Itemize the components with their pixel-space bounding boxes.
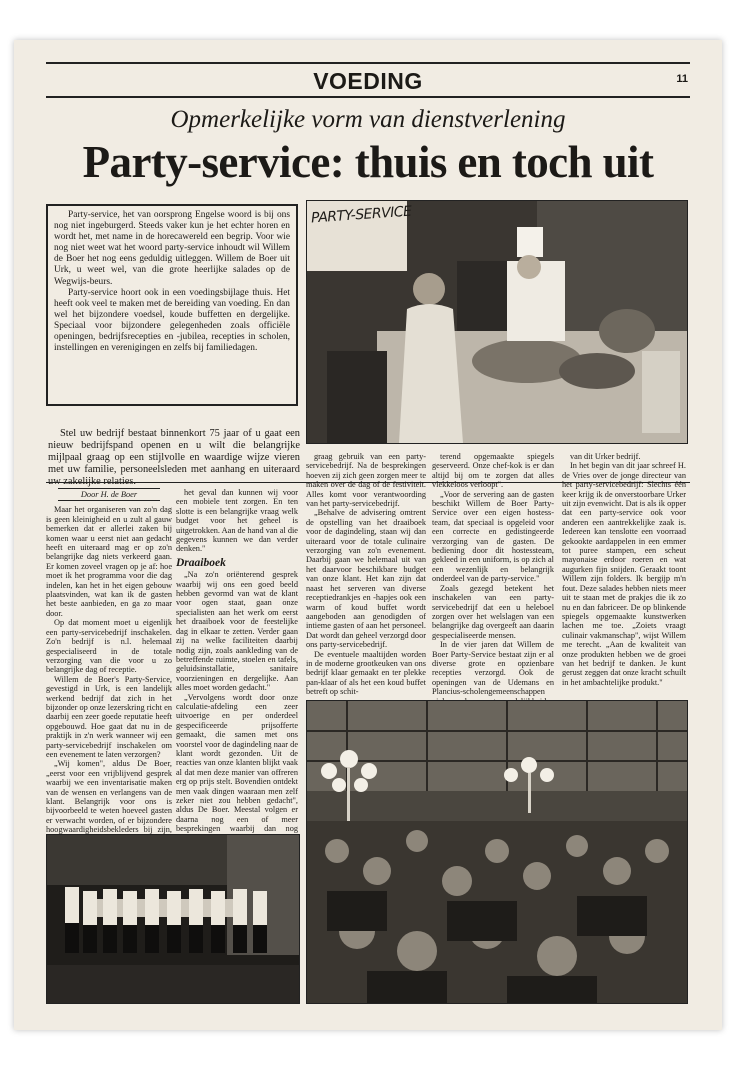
column-paragraph: „Na zo'n oriënterend gesprek waarbij wij ons een goed beeld hebben gevormd van wat de klant voor ogen staat, gaan onze specialisten aan het werk om eerst het draaiboek voor de feestelijke dag in elkaar te zetten. Verder gaan zij na welke faciliteiten daarbij nodig zijn, zoals aankleding van de betreffende ruimte, stoelen en tafels, geluidsinstallatie, sanitaire voorzieningen en dergelijke. Aan alles moet worden gedacht." — [176, 570, 298, 693]
column-paragraph: „Vervolgens wordt door onze calculatie-afdeling een zeer uitvoerige en per onderdeel gespecificeerde prijsofferte gemaakt, die samen met ons voorstel voor de dagindeling naar de klant wordt gezonden. Uit de reacties van onze klanten blijkt vaak al dat men deze manier van offreren erg op prijs stelt. Bovendien ontdekt men vaak dingen waaraan men zelf zeker niet zou hebben gedacht", aldus De Boer. Meestal volgen er daarna nog een of meer besprekingen waarbij dan nog — [176, 692, 298, 834]
hostess-photo-image — [47, 835, 299, 1003]
column-paragraph: Maar het organiseren van zo'n dag is geen kleinigheid en u zult al gauw bemerken dat er allerlei zaken bij komen waar u eerst niet aan gedacht heeft en uiteraard mag er op zo'n belangrijke dag niets verkeerd gaan. Er komen zoveel vragen op je af: hoe moet ik het programma voor die dag indelen, kan het in het eigen gebouw plaatsvinden, wat kan ik de gasten het beste aanbieden, en ga zo maar door. — [46, 505, 172, 618]
intro-box — [46, 204, 298, 406]
byline: Door H. de Boer — [58, 488, 160, 501]
header-rule-bottom — [46, 96, 690, 98]
column-paragraph: terend opgemaakte spiegels geserveerd. Onze chef-kok is er dan altijd bij om te zorgen dat alles vlekkeloos verloopt". — [432, 452, 554, 490]
lead-paragraph — [48, 428, 300, 488]
article-column-1 — [46, 488, 172, 872]
column-paragraph: het geval dan kunnen wij voor een mobiele tent zorgen. En ten slotte is een belangrijke vraag welk budget voor het geheel is uitgetrokken. Aan de hand van al die gegevens kunnen we dan verder denken." — [176, 488, 298, 554]
column-paragraph: „Voor de servering aan de gasten beschikt Willem de Boer Party-Service over een eigen hostess-team, dat speciaal is opgeleid voor een correcte en gedistingeerde verzorging van de gasten. De bediening door dit hostessteam, gekleed in een uniform, is op zich al een wezenlijk en belangrijk onderdeel van de party-service." — [432, 489, 554, 584]
page-number: 11 — [676, 73, 688, 85]
column-paragraph: In de vier jaren dat Willem de Boer Party-Service bestaat zijn er al diverse grote en opzienbare recepties verzorgd. Ook de openingen van de Udemans en Plancius-scholengemeenschappen — [432, 640, 554, 697]
photo-chef-buffet — [306, 200, 688, 444]
header-rule-top — [46, 62, 690, 64]
section-title: VOEDING — [313, 68, 423, 94]
headline: Party-service: thuis en toch uit — [82, 137, 654, 187]
column-paragraph: graag gebruik van een party-servicebedrijf. Na de besprekingen hoeven zij zich geen zorgen meer te maken over de dag of de festiviteit. Alles komt voor verantwoording van het party-servicebedrijf. — [306, 452, 426, 509]
column-paragraph: De eventuele maaltijden worden in de moderne grootkeuken van ons bedrijf klaar gemaakt en ter plekke pan-klaar of als het een koud buffet betreft op schit- — [306, 649, 426, 697]
column-paragraph: „Wij komen", aldus De Boer, „eerst voor een vrijblijvend gesprek waarbij we een inventarisatie maken van de wensen en verlangens van de klant. Belangrijk voor ons is bijvoorbeeld te weten hoeveel gasten er verwacht worden, of er bijzondere hoogwaardigheidsbekleders bij zijn, — [46, 759, 172, 835]
buffet-photo-image — [307, 201, 687, 443]
intro-paragraph: Party-service, het van oorsprong Engelse woord is bij ons nog niet ingeburgerd. Steeds vaker kun je het echter horen en wordt het, met name in de horecawereld een begrip. Voor wie nog niet weet wat het woord party-service inhoudt wil Willem de Boer het nog eens geduldig uitleggen. Willem de Boer uit Urk, u weet wel, van die grote heerlijke salades op de Wegwijs-beurs. — [54, 210, 290, 287]
column-paragraph: Op dat moment moet u eigenlijk een party-servicebedrijf inschakelen. Zo'n bedrijf is n.l. helemaal gespecialiseerd in de totale verzorging van die voor u zo belangrijke dag of receptie. — [46, 618, 172, 675]
column-paragraph: Willem de Boer's Party-Service, gevestigd in Urk, is een landelijk werkend bedrijf dat zich in het bijzonder op onze lezerskring richt en daarbij een zeer goede reputatie heeft opgebouwd. Hoe gaat dat nu in de praktijk in z'n werk wanneer wij een party-servicebedrijf inschakelen om een evenement te laten verzorgen? — [46, 674, 172, 759]
lead-text: Stel uw bedrijf bestaat binnenkort 75 jaar of u gaat een nieuw bedrijfspand openen en u wilt die belangrijke mijlpaal graag op een stijlvolle en waardige wijze vieren met uw familie, personeelsleden met aanhang en uiteraard — [48, 428, 300, 475]
photo-hostess-team — [46, 834, 300, 1004]
subheading-draaiboek: Draaiboek — [176, 556, 226, 569]
photo-banquet-hall — [306, 700, 688, 1004]
photo-banner-text: PARTY-SERVICE — [310, 203, 413, 227]
column-paragraph: In het begin van dit jaar schreef H. de Vries over de jonge directeur van het party-servicebedrijf: Slechts één keer krijg ik de onverstoorbare Urker uit zijn evenwicht. Dat is als ik opper dat een party-service ook voor anderen een aantrekkelijke zaak is. Iedereen kan tenslotte een voorraad gekookte aardappelen in een emmer tot puree stampen, een scheut mayonaise erdoor roeren en wat augurken fijn snijden. Geraakt toont Willem zijn folders. Ik bergijp m'n fout. Deze salades hebben niets meer uit te staan met de prakjes die ik zo nu en dan fabriceer. De op blinkende spiegels opgemaakte kunstwerken lachen me toe. „Zoiets vraagt culinair vakmanschap", wijst Willem me terecht. „Aan de kwaliteit van onze produkten hebben we de groei van het bedrijf te danken. Je kunt gerust zeggen dat onze kracht schuilt in het ambachtelijke produkt." — [562, 461, 686, 687]
newspaper-page — [14, 40, 722, 1030]
article-column-5 — [562, 452, 686, 692]
article-column-2 — [176, 488, 298, 872]
intro-paragraph: Party-service hoort ook in een voedingsbijlage thuis. Het heeft ook veel te maken met de bereiding van voeding. En dan wel het bijzondere voedsel, koude buffetten en dergelijke. Speciaal voor bijzondere gelegenheden zoals officiële openingen, bedrijfsrecepties en -jubilea, recepties in scholen, instellingen en verenigingen en zelfs bij familiedagen. — [54, 287, 290, 354]
banquet-photo-image — [307, 701, 687, 1003]
article-column-4 — [432, 452, 554, 697]
column-paragraph: Zoals gezegd betekent het inschakelen van een party-servicebedrijf dat een u heleboel zorgen over het welslagen van een belangrijke dag overgeeft aan daarin gespecialiseerde mensen. — [432, 583, 554, 640]
column-paragraph: „Behalve de advisering omtrent de opstelling van het draaiboek voor de dagindeling, staan wij dan uiteraard voor de totale culinaire verzorging van zo'n evenement. Daarbij gaan we helemaal uit van het daarvoor beschikbare budget van onze klant. Het kan zijn dat naast het serveren van diverse receptiedrankjes en -hapjes ook een warm of koud buffet wordt aangeboden aan genodigden of intieme gasten of aan het personeel. Dat wordt dan geheel verzorgd door ons party-servicebedrijf. — [306, 508, 426, 650]
kicker: Opmerkelijke vorm van dienstverlening — [170, 106, 566, 133]
article-column-3 — [306, 452, 426, 697]
column-paragraph: van dit Urker bedrijf. — [570, 452, 641, 461]
